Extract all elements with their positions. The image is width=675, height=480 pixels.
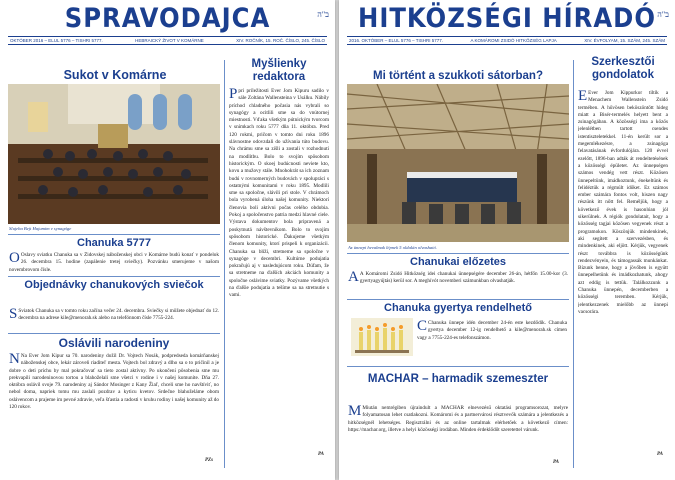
issue-date: OKTÓBER 2016 – ELUL 5776 – TISHRI 5777. [10,38,103,43]
headline-machar: MACHAR – harmadik szemeszter [367,373,549,385]
author-signature: PA [553,460,560,465]
headline-candle: Chanuka gyertya rendelhető [384,302,532,314]
dropcap: S [9,308,18,322]
chanuka-article: O Oslavy sviatku Chanuka sa v Židovskej náboženskej obci v Komárne budú konať v pondelok 26. decembra 15. hodine (zapálenie tretej sviečky). Pozvánku smerujeme v našom novembrovom čísle. [9,252,219,273]
issue-number: XIV. ROČNÍK, 15. ROČ. ČÍSLO, 245. ČÍSLO [236,38,325,43]
orders-article: S Sviatok Chanuka sa v tomto roku začína večer 24. decembra. Sviečky si môžete objednať do 12. decembra na adrese kile@menorah.sk alebo na telefónnom čísle 7755-224. [9,308,219,322]
headline-sukot: Sukot v Komárne [63,68,167,82]
hebrew-mark: ב"ה [657,10,669,19]
candle-article: C Chanuka ünnepe idén december 24-én este kezdődik. Chanuka gyertya december 12-ig rendelhető a kile@menorah.sk címen vagy a 7755-224-es telefonszámon. [417,320,567,341]
divider [8,276,220,277]
editorial-article: E Ever Jom Kippurkor tiltik a Menachem Wallenstein Zsidó termében. A hűvösen beköszöntött hideg miatt a Bisér-termelés helyett bent a zsinagógában. A közösségi ima a közös jelenlétben tartott csendes istentiszteletekkel. 11-én került sor a megemlékezésre, a zsinagóga felavatásának évfordulójára. 120 évvel ezelőtt, 1896-ban adták át rendeltetésének a közösségi épületet. Az ünnepségen számos vendég vett részt. Közösen ünnepeltünk, imádkoztunk, énekeltünk és felidéztük a régmúlt időket. Ez számos ember számára fontos volt, hiszen nagy részünk itt nőtt fel. Reméljük, hogy a következő évek is hasonlóan jól sikerülnek. A régiók gondolatait, hogy a közösség tagjai közösen vegyenek részt a programokon. Köszönjük mindenkinek, aki segített a szervezésben, és mindenkinek, aki eljött. Kérjük, vegyenek részt továbbra is közösségünk rendezvényein, és támogassák munkánkat. Bízunk benne, hogy a jövőben is együtt ünnepelhetünk és imádkozhatunk, ahogy azt eddig is tettük. Találkozzunk a Chanuka ünnepén, decemberben a közösségi teremben. Kérjük, jelentkezzenek mielőbb az ünnepi vacsorára. [578,90,668,315]
synagogue-photo-image [8,84,220,224]
headline-editorial: Myšlienky redaktora [251,58,307,83]
synagogue-photo [8,84,220,224]
left-page [0,0,335,480]
divider [347,253,569,254]
divider [8,234,220,235]
masthead-spravodajca: SPRAVODAJCA [64,3,271,34]
issue-subtitle: HEBRAICKÝ ŽIVOT V KOMÁRNE [135,38,204,43]
issue-number: XIV. ÉVFOLYAM, 15. SZÁM, 245. SZÁM [584,38,665,43]
headline-chanuka: Chanuka 5777 [77,237,151,249]
dropcap: P [229,88,238,102]
author-signature: PA [657,452,664,457]
sukkah-photo [347,84,569,242]
headline-sukkot: Mi történt a szukkoti sátorban? [373,70,543,82]
divider [347,366,569,367]
birthday-article: N Na Ever Jom Kipur sa 70. narodeniny dožil Dr. Vojtech Nosák, podpredseda komárňanskej náboženskej obce, lekár zároveň riaditeľ mesta. Vojtech bol zdravý a dlho sa o to pričinil a je dobre o deti príchu by mal pokračovať sa tieto zostal aktívny. Po ukončení pôsobenia sme mu prekvapili narodeninovou tortou a blahoželali sme všetci v rodine i v našej komunite. Dňa 27. októbra oslávil svoje 79. narodeniny aj Sándor Mosinger z Kany Žiaľ, chceli sme ho navštíviť, no nebol doma, napriek tomu mu zaslali pozdrav a kyticu kvetov. Srdečne blahoželáme obom oslávencom a prajeme im pevné zdravie, veľa šťastia a radosti v kruhu rodiny i našej komunity až do 120 rokov. [9,353,219,411]
issue-subtitle: A KOMÁROMI ZSIDÓ HITKÖZSÉG LAPJA [470,38,557,43]
hebrew-mark: ב"ה [317,10,329,19]
headline-orders: Objednávky chanukových sviečok [24,279,204,291]
issue-date: 2016. OKTÓBER – ELUL 5776 – TISHRI 5777. [349,38,444,43]
column-rule [224,60,225,468]
info-bar [347,36,667,45]
machar-article: M Miután nemrégiben újraindult a MACHAR elnevezésű oktatási programsorozat, melyre folyamatosan lehet csatlakozni. Komáromi és a partnervárosi résztvevők számára a jelentkezés a hitközségnél lehetséges. Regisztrálni és az online tartalmak elérhetőek a következő címen: https://machar.org, illetve a helyi közösségi irodában. Minden érdeklődőt szeretettel várunk. [348,405,568,433]
candle-photo [351,318,413,356]
divider [347,299,569,300]
photo-caption: Az ünnepi hevalmak lépnek 5 oldalán olvasható. [348,245,437,250]
dropcap: E [578,90,588,104]
info-bar [8,36,327,45]
chanukai-article: A A Komáromi Zsidó Hitközség idei chanukai ünnepségére december 26-án, hétfőn 15.00-kor (3. gyertyagyújtás) kerül sor. A meghívót novemberi számunkban olvashatják. [348,271,568,285]
dropcap: O [9,252,20,266]
author-signature: PA [318,452,325,457]
dropcap: A [348,271,359,285]
author-signature: PZs [205,458,214,463]
sukkah-photo-image [347,84,569,242]
divider [8,333,220,334]
candle-photo-image [351,318,413,356]
dropcap: C [417,320,428,334]
headline-chanukai: Chanukai előzetes [410,256,506,268]
headline-editorial: Szerkesztői gondolatok [591,56,655,81]
editorial-article: Ppri príležitosti Ever Jom Kipuru sadilo v sále Zoltána Wallensteina v Usálku. Nábíly príchod chladného počasia nás vybrali so synagógy a ocitlili sme sa do vnútornej miestnosti. Vďaka všetkým pútnickým tvorcom v snímkach roku 5777 dňa 11. októbra. Pred 120 rokmi, pričom v tomto dni roku 1896 slávnostne odovzdali do užívania túto budovu. Na chrámu sme sa zišli a zostali v rozhodnutí na modlitbu. Bolo to svojím spôsobom historickým. O skoej budúcnosti neviete kto, kovu a mužovy stále. Mnohokrát sa ich zoznam budú v rovnomerných budovách v spolupráci s ostatnými komunitami v roku 1895. Modlili sme sa spoločne, slávili pri stole. V chrámoch bola vyrobená úloha našej komunity. Niektorí členovia boli aktívni počas celého obdobia. Pokoj a spoločenstvo patria medzi hlavné ciele. Výstava dokumentov bola pripravená a poskytnutá návštevníkom. Bolo to svojím spôsobom historické. Ďakujeme všetkým členom komunity, ktorí prispeli k organizácii. Chanuka sa blíži, stretneme sa spoločne v synagóge v decembri. Kultúrne podujatia pokračujú aj v nasledujúcom roku. Dúfam, že sa stretneme na ďalších akciách komunity a spoločne oslávime sviatky. Pozývame všetkých na ďalšie podujatia a tešíme sa na stretnutie s vami. [229,88,329,299]
masthead-hitkozsegi: HITKÖZSÉGI HÍRADÓ [358,3,656,34]
right-page [339,0,675,480]
column-rule [573,60,574,468]
headline-birthday: Oslávili narodeniny [58,336,170,350]
photo-caption: Slujeba Bejt Hajumim v synagóge [9,226,72,231]
dropcap: M [348,405,362,419]
dropcap: N [9,353,20,367]
